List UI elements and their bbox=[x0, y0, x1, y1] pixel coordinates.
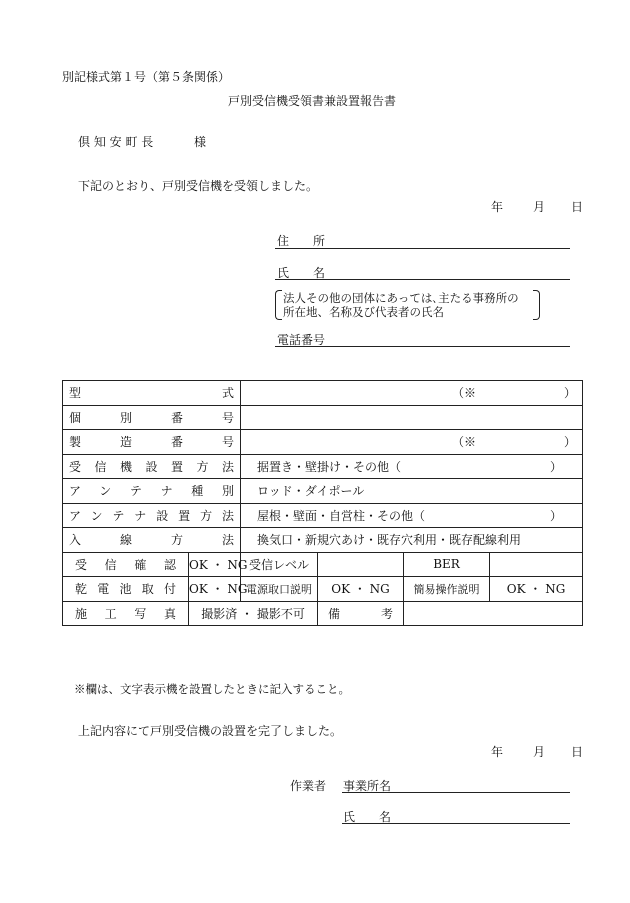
wiring-method-label: 入 線 方 法 bbox=[63, 528, 241, 553]
worker-role-label: 作業者 bbox=[290, 779, 327, 793]
table-row bbox=[63, 405, 583, 430]
reception-check-label: 受信確認 bbox=[63, 552, 189, 577]
phone-label: 電話番号 bbox=[277, 333, 326, 347]
model-close-paren: ） bbox=[564, 386, 577, 401]
table-row bbox=[63, 601, 583, 626]
date-month-label: 月 bbox=[533, 200, 546, 214]
table-row bbox=[63, 528, 583, 553]
individual-number-cell[interactable] bbox=[241, 405, 583, 430]
name-field[interactable] bbox=[275, 279, 570, 280]
install-method-options: 据置き・壁掛け・その他（ bbox=[257, 459, 402, 474]
antenna-install-options: 屋根・壁面・自営柱・その他（ bbox=[257, 508, 426, 523]
completion-statement: 上記内容にて戸別受信機の設置を完了しました。 bbox=[78, 724, 343, 738]
wiring-method-options[interactable]: 換気口・新規穴あけ・既存穴利用・既存配線利用 bbox=[241, 528, 583, 553]
addressee-honorific: 様 bbox=[194, 135, 207, 149]
model-label: 型 式 bbox=[63, 381, 241, 406]
address-label: 住 所 bbox=[277, 234, 326, 248]
model-cell[interactable] bbox=[241, 381, 583, 406]
power-explanation-ok-ng[interactable]: OK ・ NG bbox=[318, 577, 404, 602]
date-day-label: 日 bbox=[571, 745, 584, 759]
table-row bbox=[63, 381, 583, 406]
antenna-install-cell[interactable] bbox=[241, 503, 583, 528]
serial-close-paren: ） bbox=[564, 435, 577, 450]
date-day-label: 日 bbox=[571, 200, 584, 214]
addressee-name: 倶 知 安 町 長 bbox=[78, 135, 154, 149]
antenna-install-close-paren: ） bbox=[550, 508, 563, 523]
corporate-note bbox=[275, 290, 540, 318]
table-row bbox=[63, 577, 583, 602]
table-row bbox=[63, 479, 583, 504]
office-name-field[interactable] bbox=[342, 792, 570, 793]
photo-options[interactable]: 撮影済 ・ 撮影不可 bbox=[189, 601, 318, 626]
table-row bbox=[63, 503, 583, 528]
individual-number-label: 個 別 番 号 bbox=[63, 405, 241, 430]
table-row bbox=[63, 454, 583, 479]
install-method-close-paren: ） bbox=[550, 459, 563, 474]
serial-note-mark: （※ bbox=[452, 435, 477, 450]
model-note-mark: （※ bbox=[452, 386, 477, 401]
easy-operation-ok-ng[interactable]: OK ・ NG bbox=[490, 577, 583, 602]
bracket-right bbox=[533, 290, 540, 320]
remarks-cell[interactable] bbox=[404, 601, 583, 626]
install-method-cell[interactable] bbox=[241, 454, 583, 479]
phone-field[interactable] bbox=[275, 346, 570, 347]
antenna-type-options[interactable]: ロッド・ダイポール bbox=[241, 479, 583, 504]
corporate-note-line1: 法人その他の団体にあっては､主たる事務所の bbox=[283, 291, 519, 305]
footnote: ※欄は、文字表示機を設置したときに記入すること。 bbox=[74, 682, 350, 696]
bracket-left bbox=[275, 290, 282, 320]
form-number: 別記様式第１号（第５条関係） bbox=[62, 70, 231, 84]
worker-name-label: 氏 名 bbox=[343, 810, 392, 824]
date-year-label: 年 bbox=[491, 745, 504, 759]
corporate-note-line2: 所在地、名称及び代表者の氏名 bbox=[283, 305, 444, 319]
document-title: 戸別受信機受領書兼設置報告書 bbox=[228, 94, 397, 108]
power-explanation-label: 電源取口説明 bbox=[241, 577, 318, 602]
address-field[interactable] bbox=[275, 248, 570, 249]
date-month-label: 月 bbox=[533, 745, 546, 759]
serial-number-cell[interactable] bbox=[241, 430, 583, 455]
photo-label: 施 工 写 真 bbox=[63, 601, 189, 626]
date-year-label: 年 bbox=[491, 200, 504, 214]
name-label: 氏 名 bbox=[277, 266, 326, 280]
receipt-statement: 下記のとおり、戸別受信機を受領しました。 bbox=[78, 179, 319, 193]
remarks-label: 備 考 bbox=[318, 601, 404, 626]
ber-label: BER bbox=[404, 552, 490, 577]
receiver-info-table bbox=[62, 380, 583, 626]
office-name-label: 事業所名 bbox=[343, 779, 392, 793]
worker-name-field[interactable] bbox=[342, 823, 570, 824]
ber-cell[interactable] bbox=[490, 552, 583, 577]
reception-level-label: 受信レベル bbox=[241, 552, 318, 577]
table-row bbox=[63, 430, 583, 455]
easy-operation-label: 簡易操作説明 bbox=[404, 577, 490, 602]
battery-label: 乾電池取付 bbox=[63, 577, 189, 602]
serial-number-label: 製 造 番 号 bbox=[63, 430, 241, 455]
antenna-type-label: アンテナ種別 bbox=[63, 479, 241, 504]
battery-ok-ng[interactable]: OK ・ NG bbox=[189, 577, 241, 602]
reception-check-ok-ng[interactable]: OK ・ NG bbox=[189, 552, 241, 577]
antenna-install-label: アンテナ設置方法 bbox=[63, 503, 241, 528]
reception-level-cell[interactable] bbox=[318, 552, 404, 577]
table-row bbox=[63, 552, 583, 577]
install-method-label: 受信機設置方法 bbox=[63, 454, 241, 479]
